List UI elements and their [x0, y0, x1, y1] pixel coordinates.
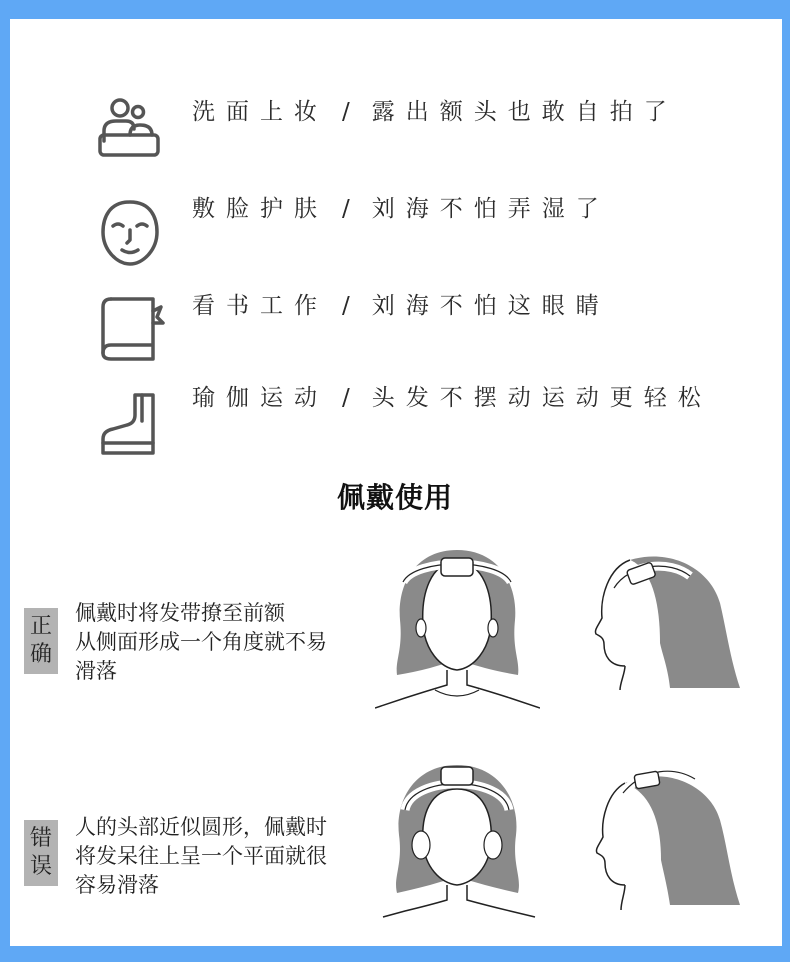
correct-tag: [24, 608, 58, 674]
face-mask-icon: [95, 198, 165, 268]
wrong-side-illustration: [595, 765, 745, 915]
correct-front-illustration: [375, 540, 540, 710]
face-wash-icon: [95, 95, 165, 165]
wrong-tag: [24, 820, 58, 886]
wrong-tag-text: 错误: [29, 826, 52, 879]
boot-icon: [95, 391, 165, 461]
section-title: 佩戴使用: [336, 481, 453, 514]
desc-line: 滑落: [75, 659, 117, 683]
desc-line: 从侧面形成一个角度就不易: [75, 630, 327, 654]
usage-text: 洗面上妆 / 露出额头也敢自拍了: [192, 99, 678, 125]
desc-line: 将发呆往上呈一个平面就很: [75, 844, 327, 868]
correct-side-illustration: [590, 548, 745, 698]
desc-line: 佩戴时将发带撩至前额: [75, 601, 285, 625]
wrong-front-illustration: [375, 755, 540, 920]
correct-description: [75, 599, 385, 686]
correct-tag-text: 正确: [29, 614, 52, 667]
usage-text: 看书工作 / 刘海不怕这眼睛: [192, 293, 610, 319]
desc-line: 容易滑落: [75, 873, 159, 897]
book-icon: [95, 293, 165, 363]
usage-text: 瑜伽运动 / 头发不摆动运动更轻松: [192, 385, 712, 411]
wrong-description: [75, 813, 385, 900]
desc-line: 人的头部近似圆形，佩戴时: [75, 815, 327, 839]
usage-text: 敷脸护肤 / 刘海不怕弄湿了: [192, 196, 610, 222]
